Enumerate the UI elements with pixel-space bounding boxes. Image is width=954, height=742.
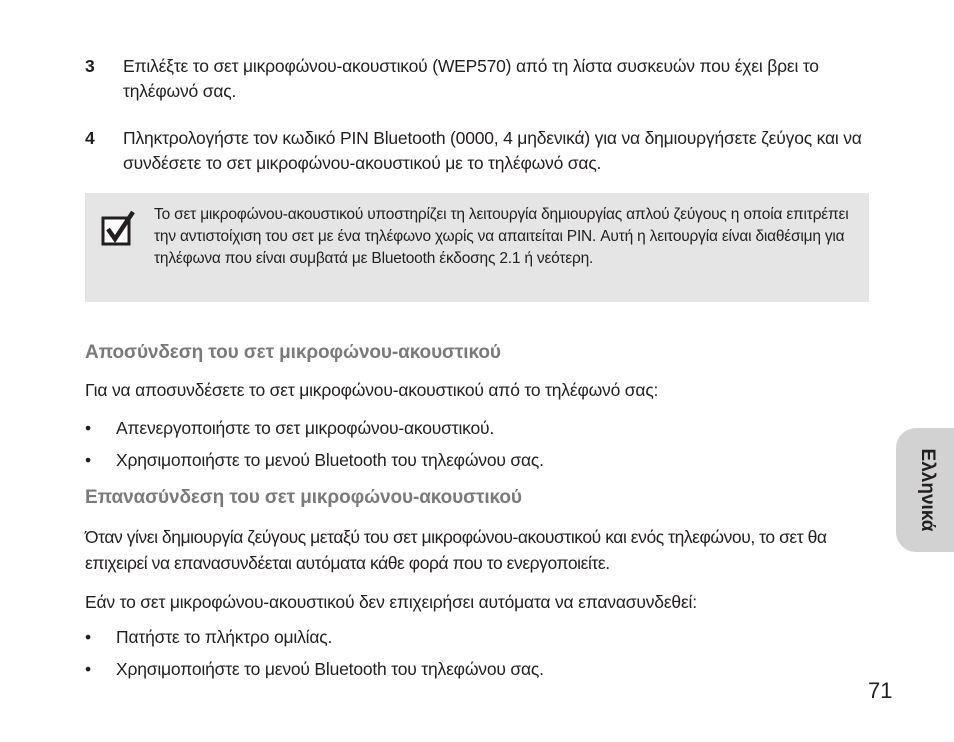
bullet-marker: •: [85, 418, 91, 438]
step-number: 3: [85, 56, 95, 76]
step-text: Πληκτρολογήστε τον κωδικό PIN Bluetooth (0000, 4 μηδενικά) για να δημιουργήσετε ζεύγος και να συνδέσετε το σετ μικροφώνου-ακουστικού με το τηλέφωνό σας.: [123, 128, 862, 173]
checkbox-icon: [101, 210, 137, 246]
section-paragraph: Όταν γίνει δημιουργία ζεύγους μεταξύ του σετ μικροφώνου-ακουστικού και ενός τηλεφώνου, το σετ θα επιχειρεί να επανασυνδέεται αυτόματα κάθε φορά που το ενεργοποιείτε.: [85, 527, 827, 573]
section-intro: Για να αποσυνδέσετε το σετ μικροφώνου-ακουστικού από το τηλέφωνό σας:: [85, 380, 659, 400]
bullet-marker: •: [85, 627, 91, 647]
page-number: 71: [868, 678, 893, 703]
bullet-marker: •: [85, 450, 91, 470]
language-tab-inner: [912, 428, 942, 552]
section-heading-disconnect: Αποσύνδεση του σετ μικροφώνου-ακουστικού: [85, 342, 501, 363]
list-item-text: Χρησιμοποιήστε το μενού Bluetooth του τηλεφώνου σας.: [116, 450, 544, 470]
section-paragraph: Εάν το σετ μικροφώνου-ακουστικού δεν επιχειρήσει αυτόματα να επανασυνδεθεί:: [85, 592, 697, 612]
list-item-text: Χρησιμοποιήστε το μενού Bluetooth του τηλεφώνου σας.: [116, 659, 544, 679]
section-heading-reconnect: Επανασύνδεση του σετ μικροφώνου-ακουστικού: [85, 487, 522, 508]
language-tab-label: Ελληνικά: [917, 448, 938, 532]
list-item-text: Απενεργοποιήστε το σετ μικροφώνου-ακουστικού.: [116, 418, 495, 438]
bullet-marker: •: [85, 659, 91, 679]
step-number: 4: [85, 128, 95, 148]
note-box: [85, 193, 869, 302]
note-text: Το σετ μικροφώνου-ακουστικού υποστηρίζει τη λειτουργία δημιουργίας απλού ζεύγους η οποία επιτρέπει την αντιστοίχιση του σετ με ένα τηλέφωνο χωρίς να απαιτείται PIN. Αυτή η λειτουργία είναι διαθέσιμη για τηλέφωνα που είναι συμβατά με Bluetooth έκδοσης 2.1 ή νεότερη.: [154, 206, 849, 267]
list-item-text: Πατήστε το πλήκτρο ομιλίας.: [116, 627, 333, 647]
step-text: Επιλέξτε το σετ μικροφώνου-ακουστικού (WEP570) από τη λίστα συσκευών που έχει βρει το τηλέφωνό σας.: [123, 56, 819, 101]
language-tab: [896, 428, 954, 552]
